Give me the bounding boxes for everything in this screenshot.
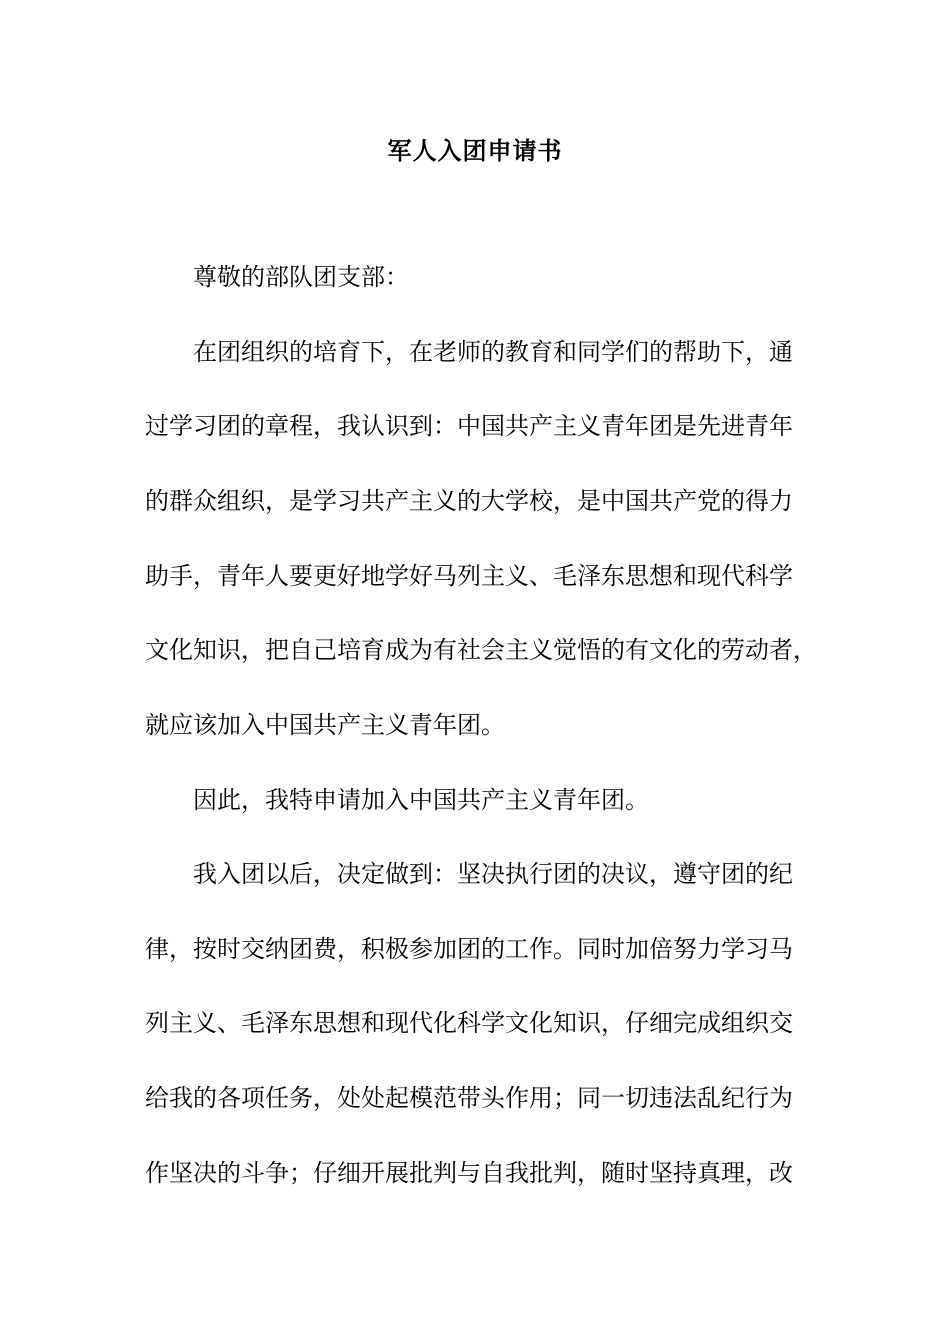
body-line: 列主义、毛泽东思想和现代化科学文化知识，仔细完成组织交	[145, 1009, 793, 1037]
body-line: 的群众组织，是学习共产主义的大学校，是中国共产党的得力	[145, 487, 793, 515]
body-line: 因此，我特申请加入中国共产主义青年团。	[193, 786, 649, 814]
body-line: 作坚决的斗争；仔细开展批判与自我批判，随时坚持真理，改	[145, 1159, 793, 1187]
body-line: 我入团以后，决定做到：坚决执行团的决议，遵守团的纪	[193, 860, 793, 888]
body-line: 文化知识，把自己培育成为有社会主义觉悟的有文化的劳动者，	[145, 636, 817, 664]
body-line: 在团组织的培育下，在老师的教育和同学们的帮助下，通	[193, 338, 793, 366]
body-line: 助手，青年人要更好地学好马列主义、毛泽东思想和现代科学	[145, 562, 793, 590]
body-line: 律，按时交纳团费，积极参加团的工作。同时加倍努力学习马	[145, 935, 793, 963]
document-title: 军人入团申请书	[387, 137, 563, 165]
salutation-line: 尊敬的部队团支部：	[193, 263, 409, 291]
body-line: 过学习团的章程，我认识到：中国共产主义青年团是先进青年	[145, 412, 793, 440]
body-line: 给我的各项任务，处处起模范带头作用；同一切违法乱纪行为	[145, 1084, 793, 1112]
body-line: 就应该加入中国共产主义青年团。	[145, 711, 505, 739]
